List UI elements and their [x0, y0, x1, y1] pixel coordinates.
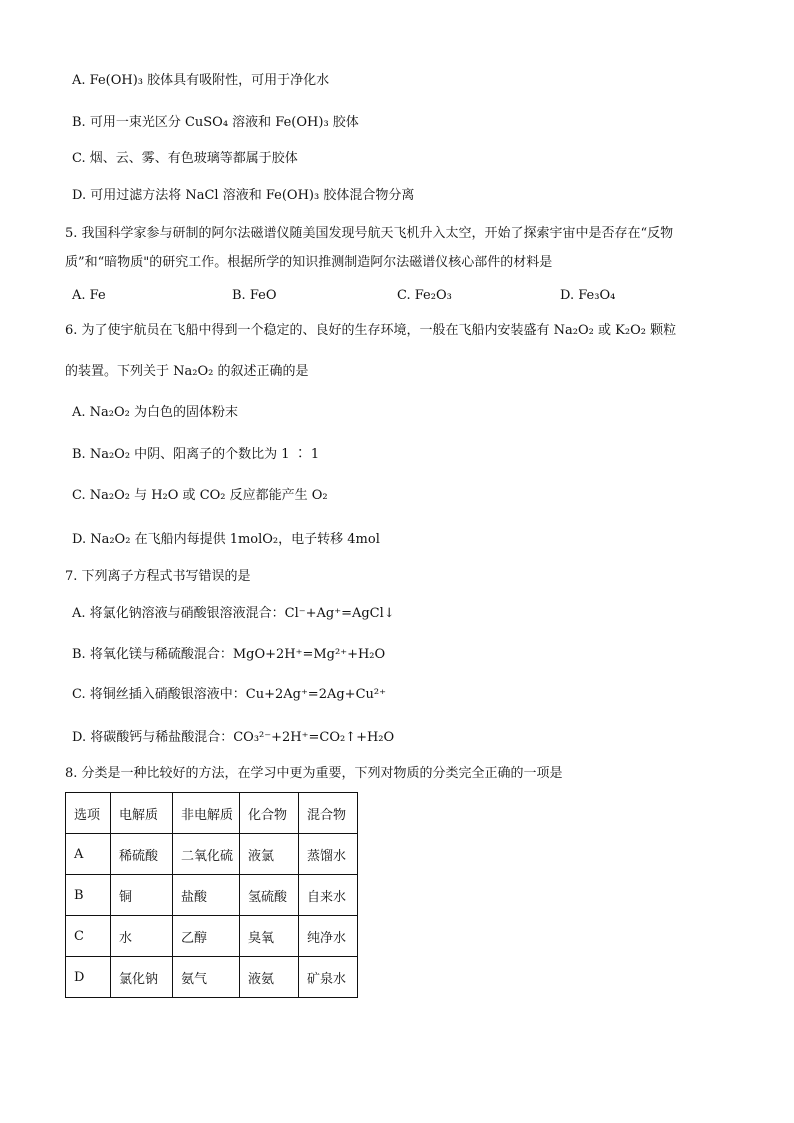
q5-option-d: D. Fe₃O₄: [560, 288, 616, 303]
q6-option-c: C. Na₂O₂ 与 H₂O 或 CO₂ 反应都能产生 O₂: [72, 488, 328, 503]
table-cell: 液氨: [240, 957, 299, 998]
classification-table: [65, 792, 358, 998]
q4-option-b: B. 可用一束光区分 CuSO₄ 溶液和 Fe(OH)₃ 胶体: [72, 115, 359, 130]
q6-stem-line2: 的装置。下列关于 Na₂O₂ 的叙述正确的是: [65, 364, 309, 379]
table-header-cell: 选项: [66, 793, 111, 834]
q7-option-c: C. 将铜丝插入硝酸银溶液中：Cu+2Ag⁺=2Ag+Cu²⁺: [72, 687, 386, 702]
table-cell: 自来水: [299, 875, 358, 916]
table-cell: D: [66, 957, 111, 998]
table-row: [66, 957, 358, 998]
table-cell: 铜: [111, 875, 173, 916]
table-cell: 乙醇: [173, 916, 240, 957]
q7-option-b: B. 将氧化镁与稀硫酸混合：MgO+2H⁺=Mg²⁺+H₂O: [72, 647, 386, 662]
q7-option-a: A. 将氯化钠溶液与硝酸银溶液混合：Cl⁻+Ag⁺=AgCl↓: [72, 606, 395, 621]
table-cell: 纯净水: [299, 916, 358, 957]
table-header-cell: 非电解质: [173, 793, 240, 834]
q4-option-c: C. 烟、云、雾、有色玻璃等都属于胶体: [72, 151, 298, 166]
q4-option-a: A. Fe(OH)₃ 胶体具有吸附性，可用于净化水: [72, 73, 330, 88]
table-cell: C: [66, 916, 111, 957]
table-cell: 蒸馏水: [299, 834, 358, 875]
q5-stem-line1: 5. 我国科学家参与研制的阿尔法磁谱仪随美国发现号航天飞机升入太空，开始了探索宇宙中是否存在“反物: [65, 226, 674, 241]
q6-option-d: D. Na₂O₂ 在飞船内每提供 1molO₂，电子转移 4mol: [72, 532, 380, 547]
q5-option-a: A. Fe: [72, 288, 106, 303]
table-cell: 氨气: [173, 957, 240, 998]
table-cell: 臭氧: [240, 916, 299, 957]
table-row: [66, 834, 358, 875]
q5-option-c: C. Fe₂O₃: [397, 288, 452, 303]
q6-option-b: B. Na₂O₂ 中阴、阳离子的个数比为 1 ∶ 1: [72, 447, 320, 462]
table-cell: 二氧化硫: [173, 834, 240, 875]
q8-stem: 8. 分类是一种比较好的方法，在学习中更为重要，下列对物质的分类完全正确的一项是: [65, 766, 563, 781]
table-cell: 氯化钠: [111, 957, 173, 998]
table-cell: 氢硫酸: [240, 875, 299, 916]
table-row: [66, 916, 358, 957]
q7-option-d: D. 将碳酸钙与稀盐酸混合：CO₃²⁻+2H⁺=CO₂↑+H₂O: [72, 730, 395, 745]
q5-options: [72, 288, 632, 306]
table-cell: B: [66, 875, 111, 916]
q7-stem: 7. 下列离子方程式书写错误的是: [65, 569, 251, 584]
table-cell: 矿泉水: [299, 957, 358, 998]
table-cell: 稀硫酸: [111, 834, 173, 875]
table-cell: 液氯: [240, 834, 299, 875]
q6-option-a: A. Na₂O₂ 为白色的固体粉末: [72, 405, 238, 420]
q6-stem-line1: 6. 为了使宇航员在飞船中得到一个稳定的、良好的生存环境，一般在飞船内安装盛有 Na₂O₂ 或 K₂O₂ 颗粒: [65, 323, 677, 338]
table-cell: 水: [111, 916, 173, 957]
table-header-cell: 化合物: [240, 793, 299, 834]
q5-option-b: B. FeO: [232, 288, 277, 303]
table-header-cell: 混合物: [299, 793, 358, 834]
q4-option-d: D. 可用过滤方法将 NaCl 溶液和 Fe(OH)₃ 胶体混合物分离: [72, 188, 415, 203]
table-header-row: [66, 793, 358, 834]
q5-stem-line2: 质”和“暗物质"的研究工作。根据所学的知识推测制造阿尔法磁谱仪核心部件的材料是: [65, 255, 553, 270]
table-cell: 盐酸: [173, 875, 240, 916]
table-row: [66, 875, 358, 916]
table-header-cell: 电解质: [111, 793, 173, 834]
table-cell: A: [66, 834, 111, 875]
